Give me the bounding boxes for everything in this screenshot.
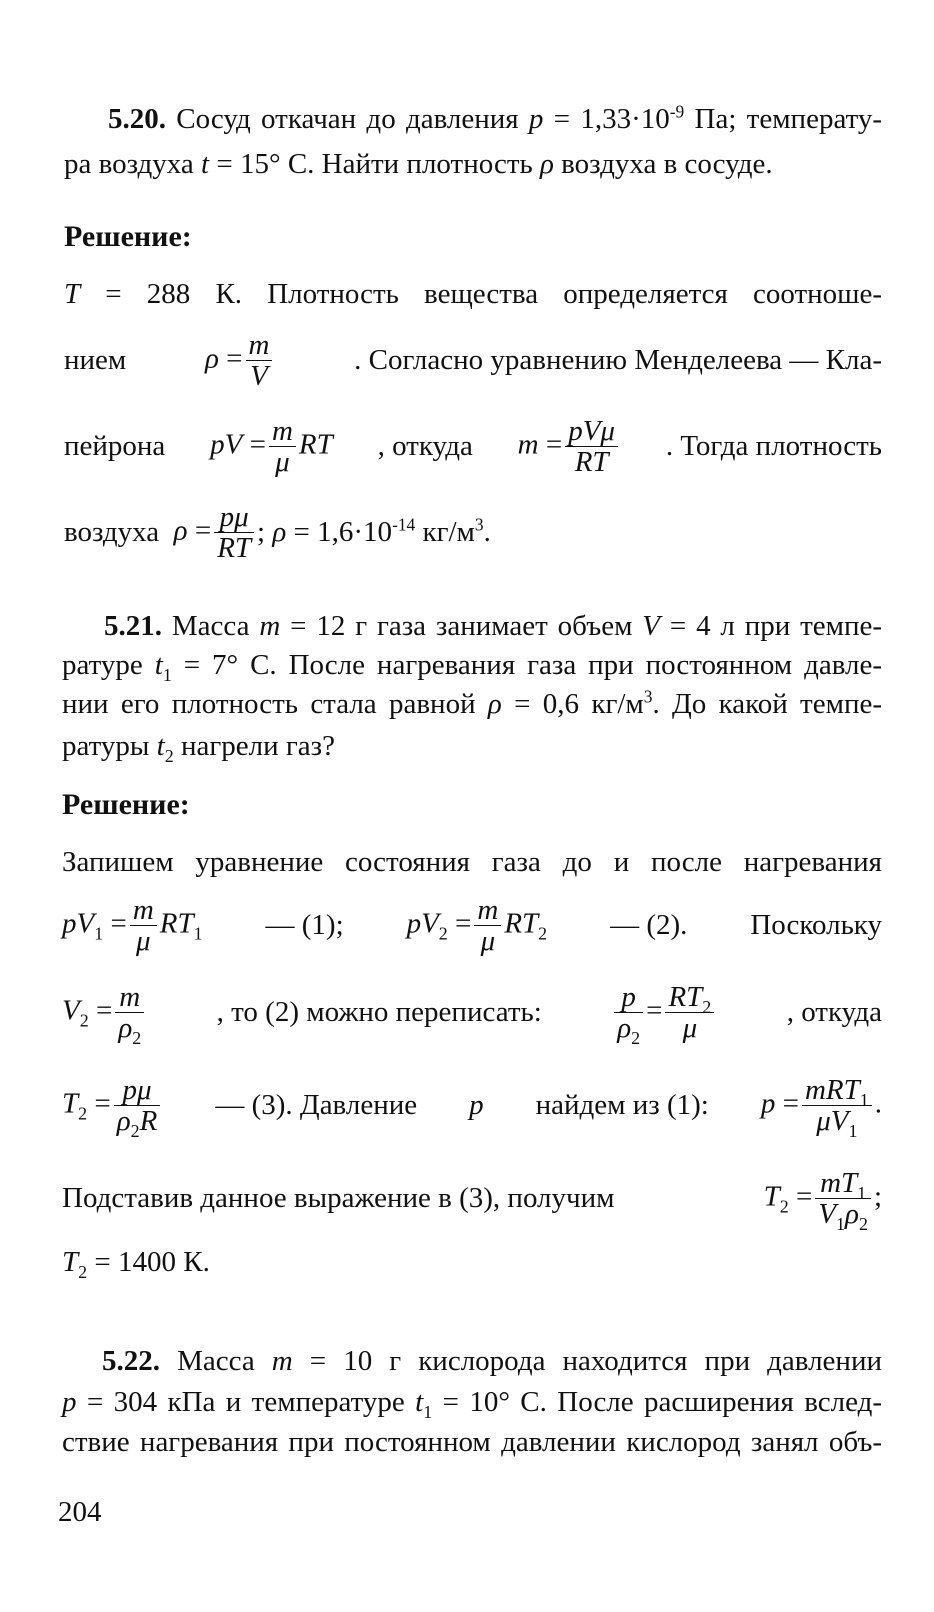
- problem-5-22-line-3: ствие нагревания при постоянном давлении кислород занял объ-: [62, 1426, 882, 1458]
- solution-5-21-line-5: Подставив данное выражение в (3), получим $T_2$ = $\frac{mT_1}{V_1\rho_2}$ ;: [62, 1167, 882, 1235]
- solution-5-20-line-4: воздуха ρ = $\frac{p\mu}{RT}$ ; $\rho = 1,6\cdot 10^{-14}$ $кг/м^3$.: [64, 501, 491, 565]
- solution-5-20-line-2: нием ρ = $\frac{m}{V}$ . Согласно уравнению Менделеева — Кла-: [64, 329, 882, 393]
- problem-5-21-line-4: ратуры $t_2$ нагрели газ?: [62, 730, 335, 766]
- problem-number: 5.20.: [108, 103, 166, 135]
- solution-5-21-line-2: $pV_1$ = $\frac{m}{\mu}$ $RT_1$ — (1); $pV_2$ = $\frac{m}{\mu}$ $RT_2$ — (2). Поскольку: [62, 894, 882, 958]
- problem-5-21-line-2: ратуре $t_1 = 7^\circ$ С. После нагревания газа при постоянном давле-: [62, 649, 883, 685]
- problem-5-21-line-3: нии его плотность стала равной ρ = 0,6 $кг/м^3$. До какой темпе-: [62, 686, 883, 720]
- solution-5-21-line-1: Запишем уравнение состояния газа до и после нагревания: [62, 846, 882, 878]
- solution-5-21-line-4: $T_2$ = $\frac{p\mu}{\rho_2R}$ — (3). Давление p найдем из (1): p = $\frac{mRT_1}{\mu V_1}$ .: [62, 1074, 882, 1142]
- problem-5-22-line-2: p = 304 кПа и температуре $t_1 = 10^\circ$ С. После расширения вслед-: [62, 1386, 883, 1422]
- page-number: 204: [58, 1496, 102, 1528]
- solution-5-20-line-1: T = 288 К. Плотность вещества определяется соотноше-: [64, 278, 883, 310]
- solution-heading: Решение:: [62, 788, 190, 821]
- solution-5-21-line-3: $V_2$ = $\frac{m}{\rho_2}$ , то (2) можно переписать: $\frac{p}{\rho_2}$ = $\frac{RT_2}{\mu}$ , откуда: [62, 981, 882, 1049]
- problem-5-20-line-2: ра воздуха t = 15° С. Найти плотность ρ воздуха в сосуде.: [64, 148, 773, 180]
- problem-5-22-line-1: 5.22. Масса m = 10 г кислорода находится при давлении: [102, 1345, 882, 1377]
- solution-heading: Решение:: [64, 220, 192, 253]
- solution-5-20-line-3: пейрона pV = $\frac{m}{\mu}$ RT , откуда m = $\frac{\text{pVμ}}{RT}$ . Тогда плотность: [64, 415, 882, 479]
- problem-number: 5.21.: [104, 610, 162, 642]
- problem-number: 5.22.: [102, 1345, 160, 1377]
- fraction-m-over-v: $\frac{m}{V}$: [246, 330, 273, 392]
- problem-5-20-line-1: 5.20. Сосуд откачан до давления $p = 1,33\cdot 10^{-9}$ Па; температу-: [108, 101, 883, 135]
- problem-5-21-line-1: 5.21. Масса m = 12 г газа занимает объем V = 4 л при темпе-: [104, 610, 883, 642]
- solution-5-21-result: $T_2 = 1400$ К.: [62, 1246, 210, 1282]
